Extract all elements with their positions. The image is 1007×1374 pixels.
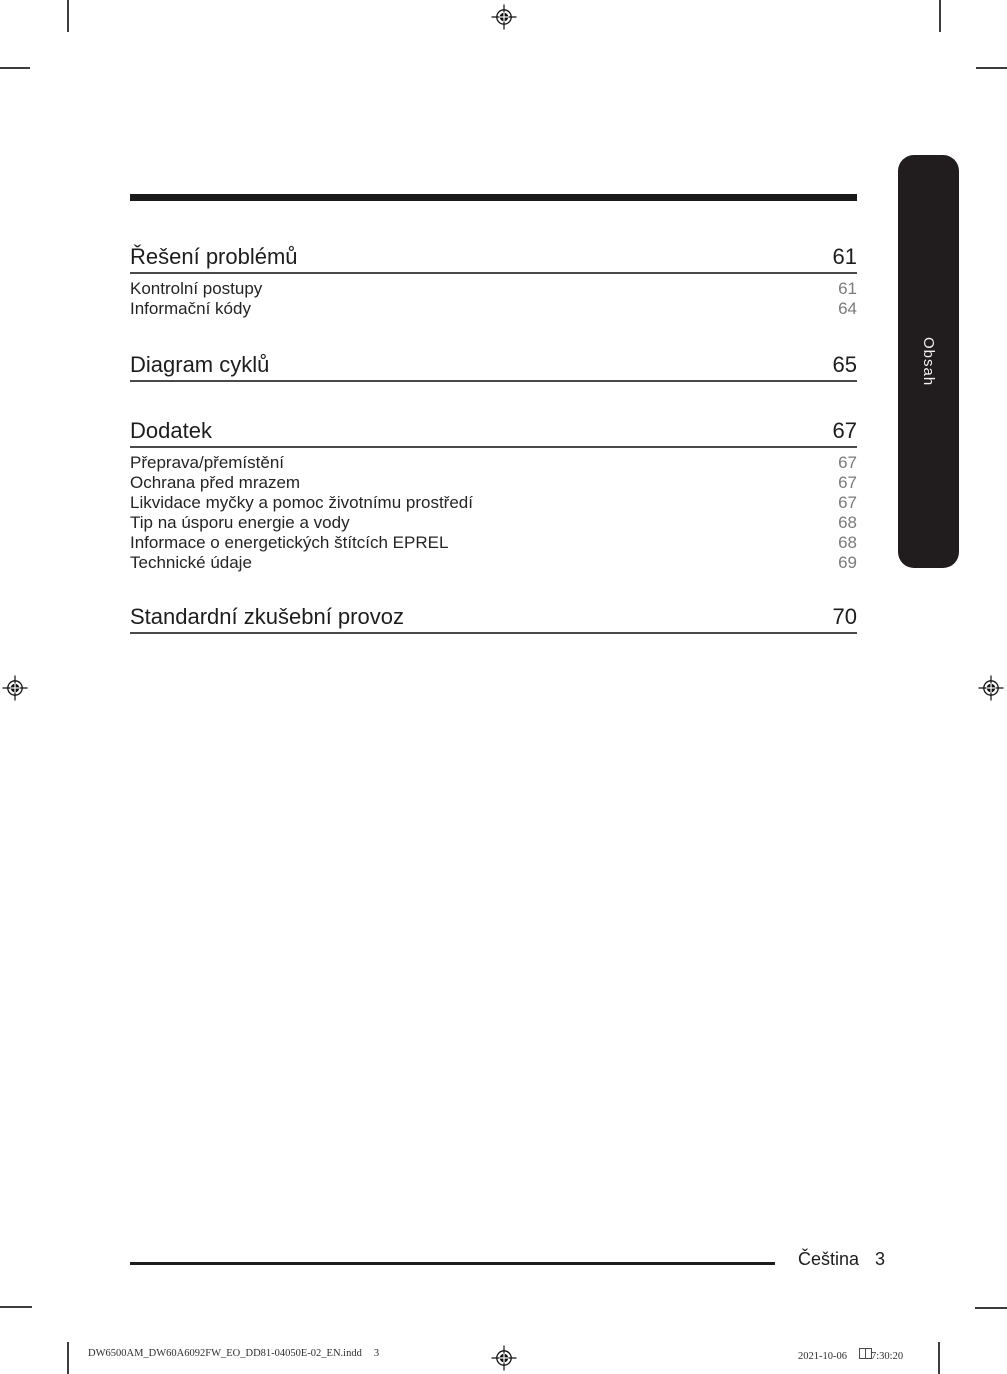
toc-item-page-number: 69 <box>838 553 857 572</box>
trim-mark-top-right-vertical <box>939 0 941 32</box>
footer-language-pagenumber <box>798 1249 885 1270</box>
trim-mark-bottom-right-vertical <box>938 1342 940 1374</box>
toc-section-items <box>130 279 857 319</box>
chapter-tab-obsah <box>898 155 959 568</box>
trim-mark-top-left-vertical <box>67 0 69 32</box>
chapter-tab-label: Obsah <box>920 336 937 387</box>
toc-item-label: Kontrolní postupy <box>130 279 263 298</box>
toc-item-page-number: 67 <box>838 473 857 492</box>
print-slug-datetime <box>798 1348 903 1362</box>
footer-language: Čeština <box>798 1249 860 1269</box>
toc-item-page-number: 61 <box>838 279 857 298</box>
toc-item-label: Informace o energetických štítcích EPREL <box>130 533 449 552</box>
toc-section-page-number: 67 <box>832 418 857 443</box>
toc-section-page-number: 70 <box>832 604 857 629</box>
toc-section-page-number: 61 <box>832 244 857 269</box>
toc-item <box>130 279 857 299</box>
toc-item <box>130 299 857 319</box>
toc-item-label: Tip na úsporu energie a vody <box>130 513 350 532</box>
toc-item-label: Informační kódy <box>130 299 251 318</box>
toc-item-label: Technické údaje <box>130 553 252 572</box>
toc-section-title: Standardní zkušební provoz <box>130 604 404 629</box>
toc-section-title: Diagram cyklů <box>130 352 270 377</box>
toc-item-label: Ochrana před mrazem <box>130 473 301 492</box>
table-of-contents <box>130 194 857 634</box>
toc-section-heading <box>130 418 857 448</box>
toc-item-page-number: 67 <box>838 493 857 512</box>
footer-rule <box>130 1262 775 1265</box>
trim-mark-top-right-horizontal <box>976 67 1007 69</box>
toc-item <box>130 453 857 473</box>
registration-mark-left-icon <box>2 675 28 701</box>
toc-item <box>130 513 857 533</box>
print-slug-filename-text: DW6500AM_DW60A6092FW_EO_DD81-04050E-02_EN.indd <box>88 1348 362 1359</box>
toc-section-items <box>130 453 857 573</box>
toc-item <box>130 493 857 513</box>
toc-item-label: Přeprava/přemístění <box>130 453 285 472</box>
print-slug-date: 2021-10-06 <box>798 1351 847 1362</box>
print-slug-filename <box>88 1348 379 1359</box>
toc-item-page-number: 67 <box>838 453 857 472</box>
toc-section-title: Dodatek <box>130 418 212 443</box>
toc-item-page-number: 68 <box>838 533 857 552</box>
toc-section-heading <box>130 244 857 274</box>
trim-mark-top-left-horizontal <box>0 67 30 69</box>
toc-section-heading <box>130 352 857 382</box>
toc-item <box>130 473 857 493</box>
toc-item <box>130 553 857 573</box>
registration-mark-bottom-icon <box>491 1345 517 1371</box>
trim-mark-bottom-left-horizontal <box>0 1306 32 1308</box>
toc-item-page-number: 68 <box>838 513 857 532</box>
toc-item <box>130 533 857 553</box>
trim-mark-bottom-left-vertical <box>67 1342 69 1374</box>
footer-page-number: 3 <box>875 1249 886 1269</box>
toc-section-title: Řešení problémů <box>130 244 298 269</box>
toc-section-heading <box>130 604 857 634</box>
trim-mark-bottom-right-horizontal <box>975 1307 1007 1309</box>
toc-item-label: Likvidace myčky a pomoc životnímu prostředí <box>130 493 473 512</box>
registration-mark-top-icon <box>491 4 517 30</box>
print-slug-sheet-number: 3 <box>373 1348 380 1359</box>
toc-item-page-number: 64 <box>838 299 857 318</box>
registration-mark-right-icon <box>978 675 1004 701</box>
print-slug-time: 7:30:20 <box>871 1351 904 1362</box>
toc-section-page-number: 65 <box>832 352 857 377</box>
top-rule <box>130 194 857 201</box>
